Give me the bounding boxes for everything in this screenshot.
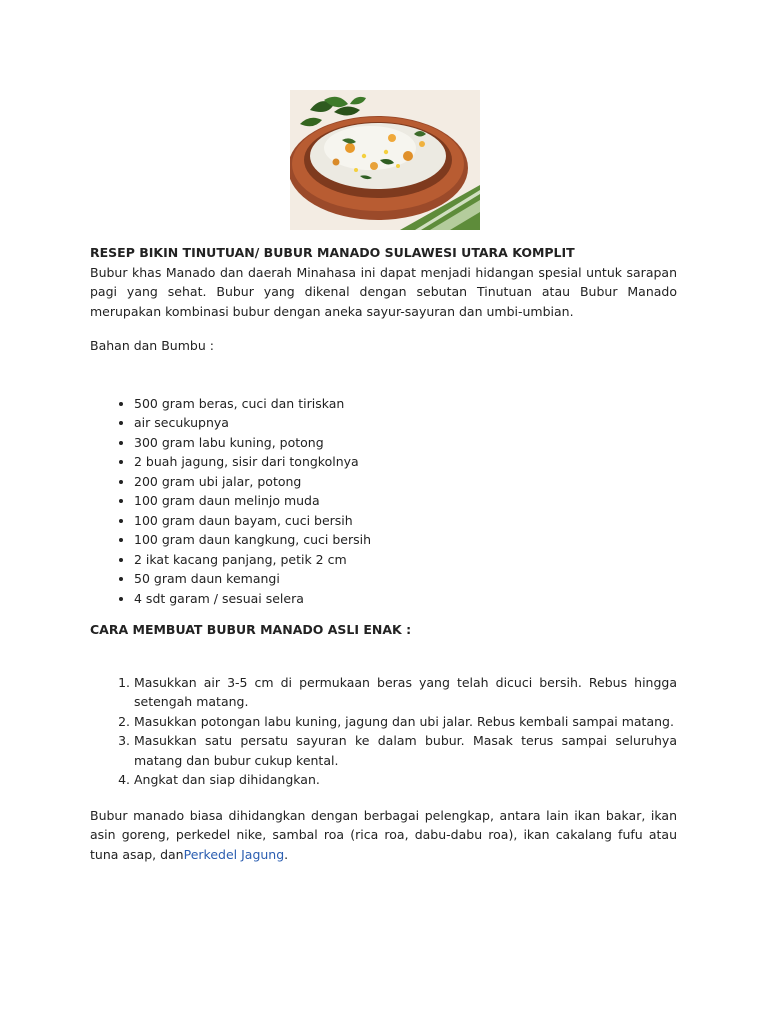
ingredient-item: • 100 gram daun bayam, cuci bersih: [134, 511, 677, 531]
ingredient-item: • 500 gram beras, cuci dan tiriskan: [134, 394, 677, 414]
ingredient-item: • 100 gram daun melinjo muda: [134, 491, 677, 511]
ingredient-item: • air secukupnya: [134, 413, 677, 433]
bubur-manado-image: [290, 90, 480, 230]
closing-paragraph: [90, 806, 677, 865]
steps-title: CARA MEMBUAT BUBUR MANADO ASLI ENAK :: [90, 622, 412, 637]
closing-end: .: [284, 846, 289, 862]
step-item: 2. Masukkan potongan labu kuning, jagung dan ubi jalar. Rebus kembali sampai matang.: [134, 712, 677, 732]
ingredients-list: [90, 394, 677, 609]
ingredient-item: • 2 ikat kacang panjang, petik 2 cm: [134, 550, 677, 570]
intro-paragraph: Bubur khas Manado dan daerah Minahasa ini dapat menjadi hidangan spesial untuk sarapan pagi yang sehat. Bubur yang dikenal dengan sebutan Tinutuan atau Bubur Manado merupakan kombinasi bubur dengan aneka sayur-sayuran dan umbi-umbian.: [90, 264, 677, 319]
ingredient-item: • 300 gram labu kuning, potong: [134, 433, 677, 453]
closing-text: Bubur manado biasa dihidangkan dengan berbagai pelengkap, antara lain ikan bakar, ikan asin goreng, perkedel nike, sambal roa (rica roa, dabu-dabu roa), ikan cakalang fufu atau tuna asap, dan: [90, 807, 677, 862]
recipe-photo: [290, 90, 480, 230]
ingredients-label: Bahan dan Bumbu :: [90, 338, 214, 353]
ingredient-item: • 4 sdt garam / sesuai selera: [134, 589, 677, 609]
ingredient-item: • 2 buah jagung, sisir dari tongkolnya: [134, 452, 677, 472]
steps-list: [90, 673, 677, 790]
step-item: 4. Angkat dan siap dihidangkan.: [134, 770, 677, 790]
article-content: [90, 243, 677, 864]
step-item: 3. Masukkan satu persatu sayuran ke dalam bubur. Masak terus sampai seluruhya matang dan bubur cukup kental.: [134, 731, 677, 770]
ingredient-item: • 100 gram daun kangkung, cuci bersih: [134, 530, 677, 550]
ingredient-item: • 50 gram daun kemangi: [134, 569, 677, 589]
ingredient-item: • 200 gram ubi jalar, potong: [134, 472, 677, 492]
recipe-title: RESEP BIKIN TINUTUAN/ BUBUR MANADO SULAWESI UTARA KOMPLIT: [90, 245, 575, 260]
step-item: 1. Masukkan air 3-5 cm di permukaan beras yang telah dicuci bersih. Rebus hingga setengah matang.: [134, 673, 677, 712]
perkedel-jagung-link[interactable]: Perkedel Jagung: [183, 846, 285, 862]
